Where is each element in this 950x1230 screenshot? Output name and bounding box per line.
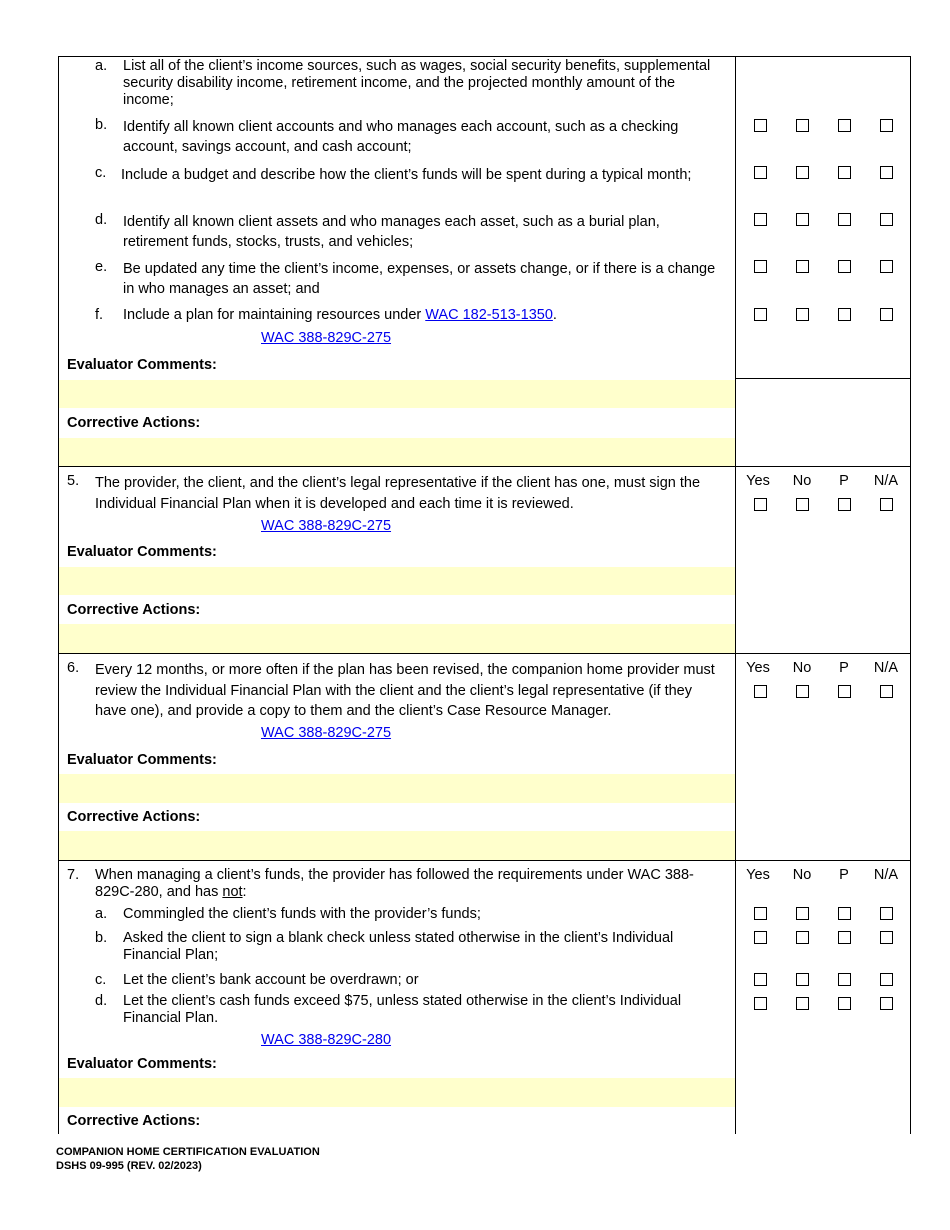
item4d-no-checkbox[interactable] [796,213,809,226]
item7-evaluator-comments-field[interactable] [59,1078,735,1107]
item6-na-header: N/A [873,660,899,676]
item4c-p-checkbox[interactable] [838,166,851,179]
item6-yes-checkbox[interactable] [754,685,767,698]
item4-corrective-actions-field[interactable] [59,438,735,466]
item7-text-d: Let the client’s cash funds exceed $75, unless stated otherwise in the client’s Individual Financial Plan. [123,993,682,1026]
item5-yes-header: Yes [746,473,770,489]
item4-letter-e: e. [95,259,108,275]
item7a-no-checkbox[interactable] [796,907,809,920]
item5-yes-checkbox[interactable] [754,498,767,511]
item5-p-header: P [839,473,849,489]
item7-letter-c: c. [95,972,107,988]
item4b-no-checkbox[interactable] [796,119,809,132]
item4-evaluator-comments-field[interactable] [59,380,735,408]
item6-corrective-actions-label: Corrective Actions: [67,809,201,825]
item5-corrective-actions-label: Corrective Actions: [67,602,201,618]
item4f-p-checkbox[interactable] [838,308,851,321]
item4-text-e: Be updated any time the client’s income, expenses, or assets change, or if there is a change in who manages an asset; and [123,261,716,297]
item4f-na-checkbox[interactable] [880,308,893,321]
item7a-p-checkbox[interactable] [838,907,851,920]
item7b-yes-checkbox[interactable] [754,931,767,944]
footer-form-title: COMPANION HOME CERTIFICATION EVALUATION [56,1146,320,1158]
item7-yes-header: Yes [746,867,770,883]
item6-yes-header: Yes [746,660,770,676]
item7b-p-checkbox[interactable] [838,931,851,944]
item7-letter-d: d. [95,993,108,1009]
item7d-p-checkbox[interactable] [838,997,851,1010]
item6-wac-link[interactable]: WAC 388-829C-275 [261,725,392,741]
item7b-na-checkbox[interactable] [880,931,893,944]
item4b-na-checkbox[interactable] [880,119,893,132]
item4e-yes-checkbox[interactable] [754,260,767,273]
item4-letter-a: a. [95,58,108,74]
item4e-na-checkbox[interactable] [880,260,893,273]
item7-no-header: No [792,867,812,883]
item7d-na-checkbox[interactable] [880,997,893,1010]
item5-no-header: No [792,473,812,489]
item7c-no-checkbox[interactable] [796,973,809,986]
item7b-no-checkbox[interactable] [796,931,809,944]
item6-p-header: P [839,660,849,676]
item7-corrective-actions-label: Corrective Actions: [67,1113,201,1129]
item5-evaluator-comments-field[interactable] [59,567,735,595]
item4-corrective-actions-label: Corrective Actions: [67,415,201,431]
item6-evaluator-comments-label: Evaluator Comments: [67,752,217,768]
item5-na-checkbox[interactable] [880,498,893,511]
item6-corrective-actions-field[interactable] [59,831,735,860]
item4d-p-checkbox[interactable] [838,213,851,226]
item7-na-header: N/A [873,867,899,883]
item6-no-checkbox[interactable] [796,685,809,698]
left-border [58,56,59,1134]
item7a-na-checkbox[interactable] [880,907,893,920]
item4b-p-checkbox[interactable] [838,119,851,132]
item7-evaluator-comments-label: Evaluator Comments: [67,1056,217,1072]
item4e-no-checkbox[interactable] [796,260,809,273]
item4f-no-checkbox[interactable] [796,308,809,321]
item4e-p-checkbox[interactable] [838,260,851,273]
item4b-yes-checkbox[interactable] [754,119,767,132]
item5-no-checkbox[interactable] [796,498,809,511]
item4-text-d: Identify all known client assets and who manages each asset, such as a burial plan, retirement funds, stocks, trusts, and vehicles; [123,214,660,250]
item6-p-checkbox[interactable] [838,685,851,698]
item5-p-checkbox[interactable] [838,498,851,511]
item4-text-f: Include a plan for maintaining resources under WAC 182-513-1350. [123,307,557,323]
item4-text-c: Include a budget and describe how the client’s funds will be spent during a typical month; [121,167,692,183]
item5-number: 5. [67,473,80,489]
item4d-yes-checkbox[interactable] [754,213,767,226]
footer-form-number: DSHS 09-995 (REV. 02/2023) [56,1160,202,1172]
item5-text: The provider, the client, and the client’s legal representative if the client has one, must sign the Individual Financial Plan when it is developed and each time it is reviewed. [95,475,701,512]
item7d-yes-checkbox[interactable] [754,997,767,1010]
item7-number: 7. [67,867,80,883]
item4d-na-checkbox[interactable] [880,213,893,226]
item7-text-b: Asked the client to sign a blank check unless stated otherwise in the client’s Individual Financial Plan; [123,930,674,963]
item7-p-header: P [839,867,849,883]
wac-182-513-1350-link[interactable]: WAC 182-513-1350 [425,307,553,323]
item4f-yes-checkbox[interactable] [754,308,767,321]
item7-letter-b: b. [95,930,108,946]
item5-corrective-actions-field[interactable] [59,624,735,653]
item4-text-a: List all of the client’s income sources, such as wages, social security benefits, supplemental security disability income, retirement income, and the projected monthly amount of the income; [123,58,711,108]
item6-number: 6. [67,660,80,676]
column-divider [735,56,736,1134]
item4-letter-d: d. [95,212,108,228]
item4-text-b: Identify all known client accounts and who manages each account, such as a checking account, savings account, and cash account; [123,119,679,155]
item7c-p-checkbox[interactable] [838,973,851,986]
item4c-yes-checkbox[interactable] [754,166,767,179]
item4c-na-checkbox[interactable] [880,166,893,179]
item4-wac-link[interactable]: WAC 388-829C-275 [261,330,392,346]
item4-letter-b: b. [95,117,108,133]
item7-text: When managing a client’s funds, the provider has followed the requirements under WAC 388-829C-280, and has not: [95,867,694,900]
item7-letter-a: a. [95,906,108,922]
item7a-yes-checkbox[interactable] [754,907,767,920]
item4-evaluator-comments-label: Evaluator Comments: [67,357,217,373]
item5-wac-link[interactable]: WAC 388-829C-275 [261,518,392,534]
item6-na-checkbox[interactable] [880,685,893,698]
item7-text-c: Let the client’s bank account be overdrawn; or [123,972,419,988]
item7-wac-link[interactable]: WAC 388-829C-280 [261,1032,392,1048]
item6-no-header: No [792,660,812,676]
right-border [910,56,911,1134]
item7c-na-checkbox[interactable] [880,973,893,986]
item5-na-header: N/A [873,473,899,489]
item4c-no-checkbox[interactable] [796,166,809,179]
item6-text: Every 12 months, or more often if the plan has been revised, the companion home provider must review the Individual Financial Plan with the client and the client’s legal representative (if they have one), and provide a copy to them and the client’s Case Resource Manager. [95,662,715,719]
item5-evaluator-comments-label: Evaluator Comments: [67,544,217,560]
item7d-no-checkbox[interactable] [796,997,809,1010]
item6-evaluator-comments-field[interactable] [59,774,735,803]
item7c-yes-checkbox[interactable] [754,973,767,986]
item4-letter-f: f. [95,307,104,323]
item4-letter-c: c. [95,165,107,181]
item7-text-a: Commingled the client’s funds with the provider’s funds; [123,906,481,922]
